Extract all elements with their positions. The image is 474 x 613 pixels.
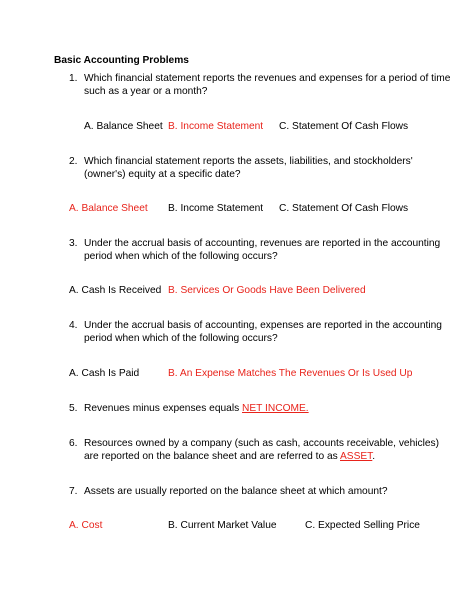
question-2-number: 2. xyxy=(69,156,78,167)
question-3-line-2: period when which of the following occurs? xyxy=(84,251,278,262)
question-7-option-c: C. Expected Selling Price xyxy=(305,520,420,531)
question-6-period: . xyxy=(372,451,376,462)
question-4-line-2: period when which of the following occurs? xyxy=(84,333,278,344)
question-2-option-c: C. Statement Of Cash Flows xyxy=(279,203,409,214)
question-5-prompt: Revenues minus expenses equals xyxy=(84,403,243,414)
question-4-option-a: A. Cash Is Paid xyxy=(69,368,140,379)
page-title: Basic Accounting Problems xyxy=(54,55,189,66)
question-6-prompt: are reported on the balance sheet and are referred to as xyxy=(84,451,340,462)
question-5-answer: NET INCOME. xyxy=(242,403,309,414)
question-4-line-1: Under the accrual basis of accounting, expenses are reported in the accounting xyxy=(84,320,442,331)
question-4-number: 4. xyxy=(69,320,78,331)
question-5-number: 5. xyxy=(69,403,78,414)
question-3-option-b-answer: B. Services Or Goods Have Been Delivered xyxy=(168,285,366,296)
question-4-option-b-answer: B. An Expense Matches The Revenues Or Is Used Up xyxy=(168,368,413,379)
question-6-line-2 xyxy=(84,450,375,463)
question-1-option-b-answer: B. Income Statement xyxy=(168,121,264,132)
question-6-number: 6. xyxy=(69,438,78,449)
question-2-line-2: (owner's) equity at a specific date? xyxy=(84,169,241,180)
question-3-line-1: Under the accrual basis of accounting, revenues are reported in the accounting xyxy=(84,238,441,249)
question-7-option-b: B. Current Market Value xyxy=(168,520,277,531)
question-1-line-2: such as a year or a month? xyxy=(84,86,208,97)
question-2-option-b: B. Income Statement xyxy=(168,203,264,214)
question-1-option-c: C. Statement Of Cash Flows xyxy=(279,121,409,132)
question-7-text: Assets are usually reported on the balance sheet at which amount? xyxy=(84,486,388,497)
question-3-number: 3. xyxy=(69,238,78,249)
question-6-answer: ASSET xyxy=(340,451,373,462)
question-1-number: 1. xyxy=(69,73,78,84)
question-3-option-a: A. Cash Is Received xyxy=(69,285,162,296)
question-5-text xyxy=(84,402,309,415)
question-7-number: 7. xyxy=(69,486,78,497)
question-2-option-a-answer: A. Balance Sheet xyxy=(69,203,148,214)
question-2-line-1: Which financial statement reports the assets, liabilities, and stockholders' xyxy=(84,156,413,167)
question-1-line-1: Which financial statement reports the revenues and expenses for a period of time xyxy=(84,73,451,84)
question-7-option-a-answer: A. Cost xyxy=(69,520,103,531)
question-1-option-a: A. Balance Sheet xyxy=(84,121,163,132)
question-6-line-1: Resources owned by a company (such as cash, accounts receivable, vehicles) xyxy=(84,438,440,449)
